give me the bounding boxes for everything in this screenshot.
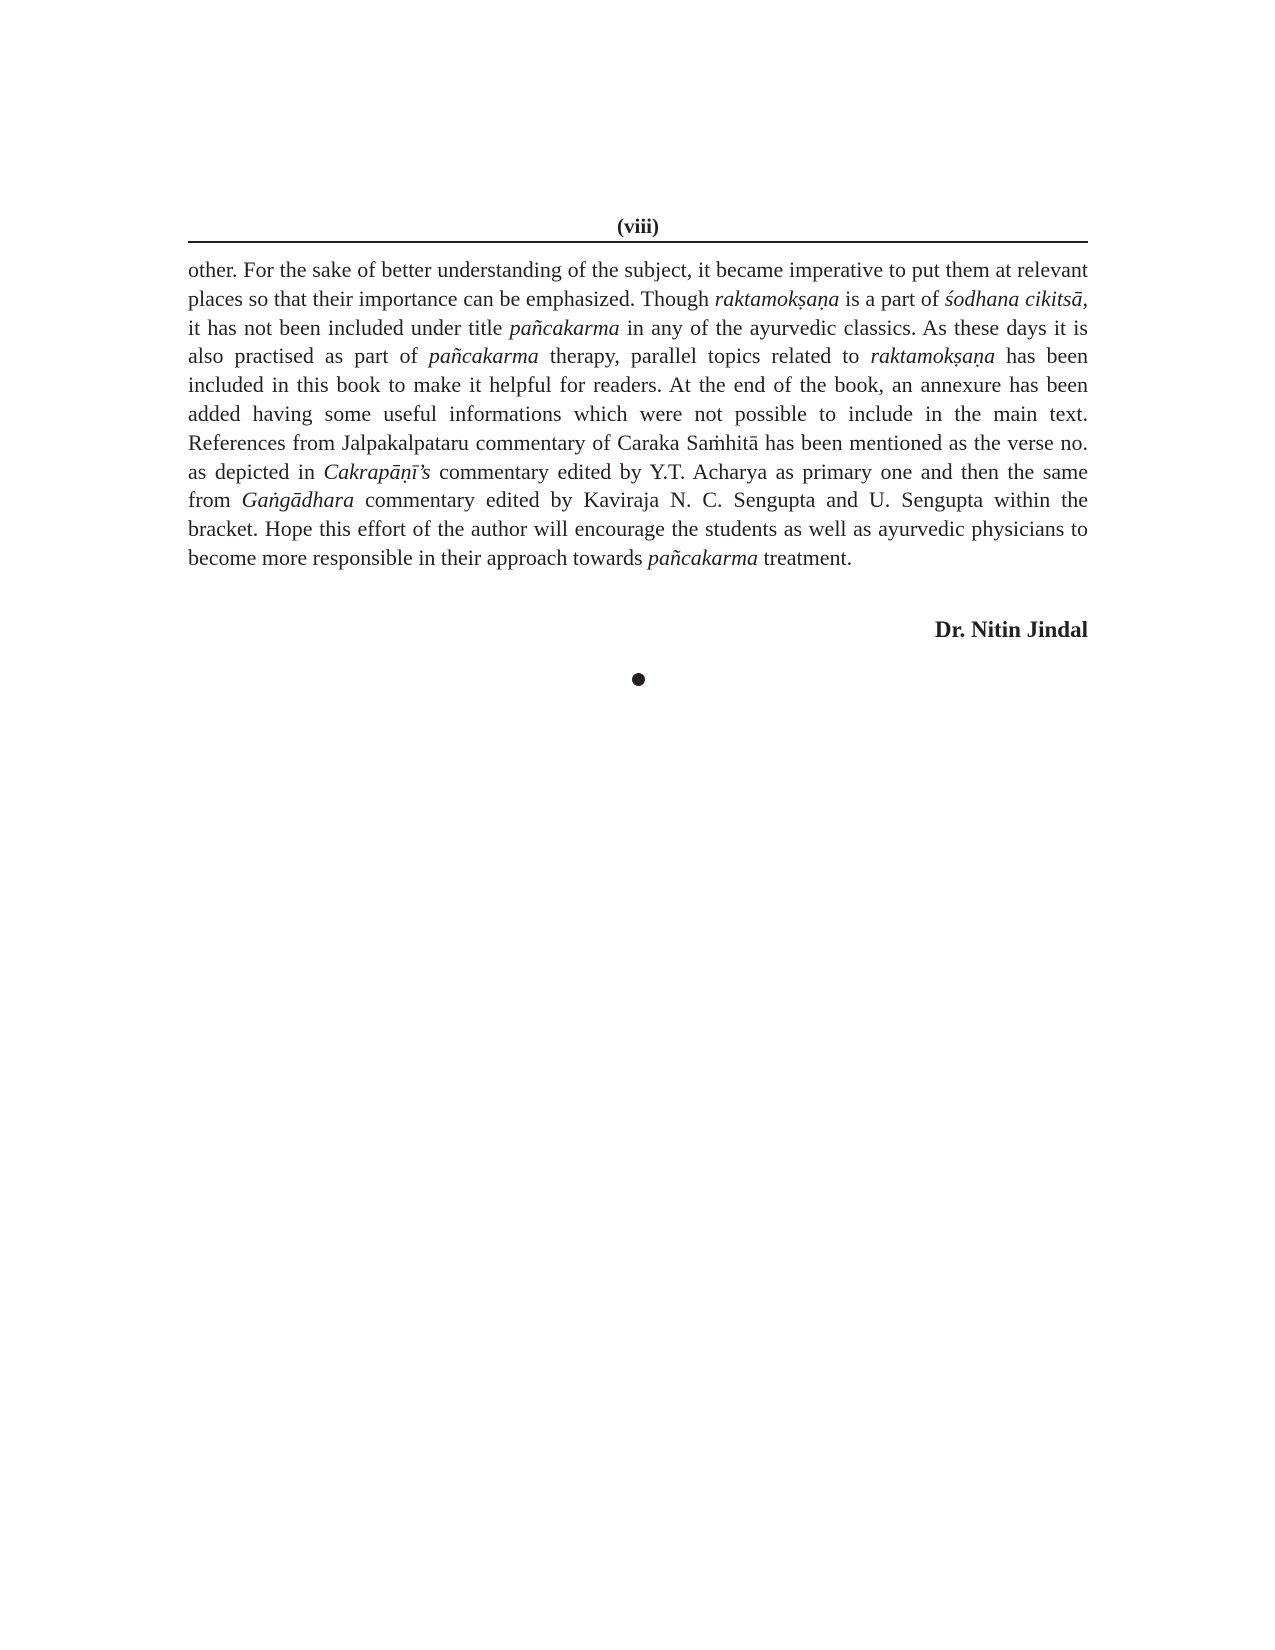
italic-term: pañcakarma — [648, 544, 758, 570]
text-run: commentary edited by Kaviraja N. C. Sengupta and U. Sengupta within the bracket. Hope this effort of the author will encourage the students as well as ayurvedic physicians to become more responsible in their approach towards — [188, 487, 1088, 570]
text-run: in any of the ayurvedic classics. As these days it is also practised as part of — [188, 314, 1088, 369]
text-run: is a part of — [839, 285, 945, 311]
text-run: other. For the sake of better understanding of the subject, it became imperative to put them at relevant places so that their importance can be emphasized. Though — [188, 257, 1088, 311]
page-number: (viii) — [188, 214, 1088, 243]
italic-term: śodhana cikitsā — [944, 285, 1083, 311]
text-run: commentary edited by Y.T. Acharya as primary one and then the same from — [188, 458, 1088, 513]
italic-term: raktamokṣaṇa — [870, 343, 996, 369]
italic-term: pañcakarma — [509, 314, 620, 340]
document-page — [188, 214, 1088, 686]
bullet-dot-icon — [632, 673, 645, 686]
author-signature: Dr. Nitin Jindal — [934, 616, 1088, 642]
body-paragraph — [188, 256, 1088, 573]
italic-term: pañcakarma — [428, 343, 539, 369]
italic-term: raktamokṣaṇa — [714, 285, 840, 311]
text-run: therapy, parallel topics related to — [538, 343, 871, 369]
italic-term: Gaṅgādhara — [241, 487, 355, 513]
text-run: treatment. — [758, 544, 853, 570]
italic-term: Cakrapāṇī’s — [323, 458, 431, 484]
text-run: , it has not been included under title — [188, 285, 1088, 340]
text-run: has been included in this book to make it helpful for readers. At the end of the book, an annexure has been added having some useful informations which were not possible to include in the main text. References from Jalpakalpataru commentary of Caraka Saṁhitā has been mentioned as the verse no. as depicted in — [188, 343, 1088, 484]
